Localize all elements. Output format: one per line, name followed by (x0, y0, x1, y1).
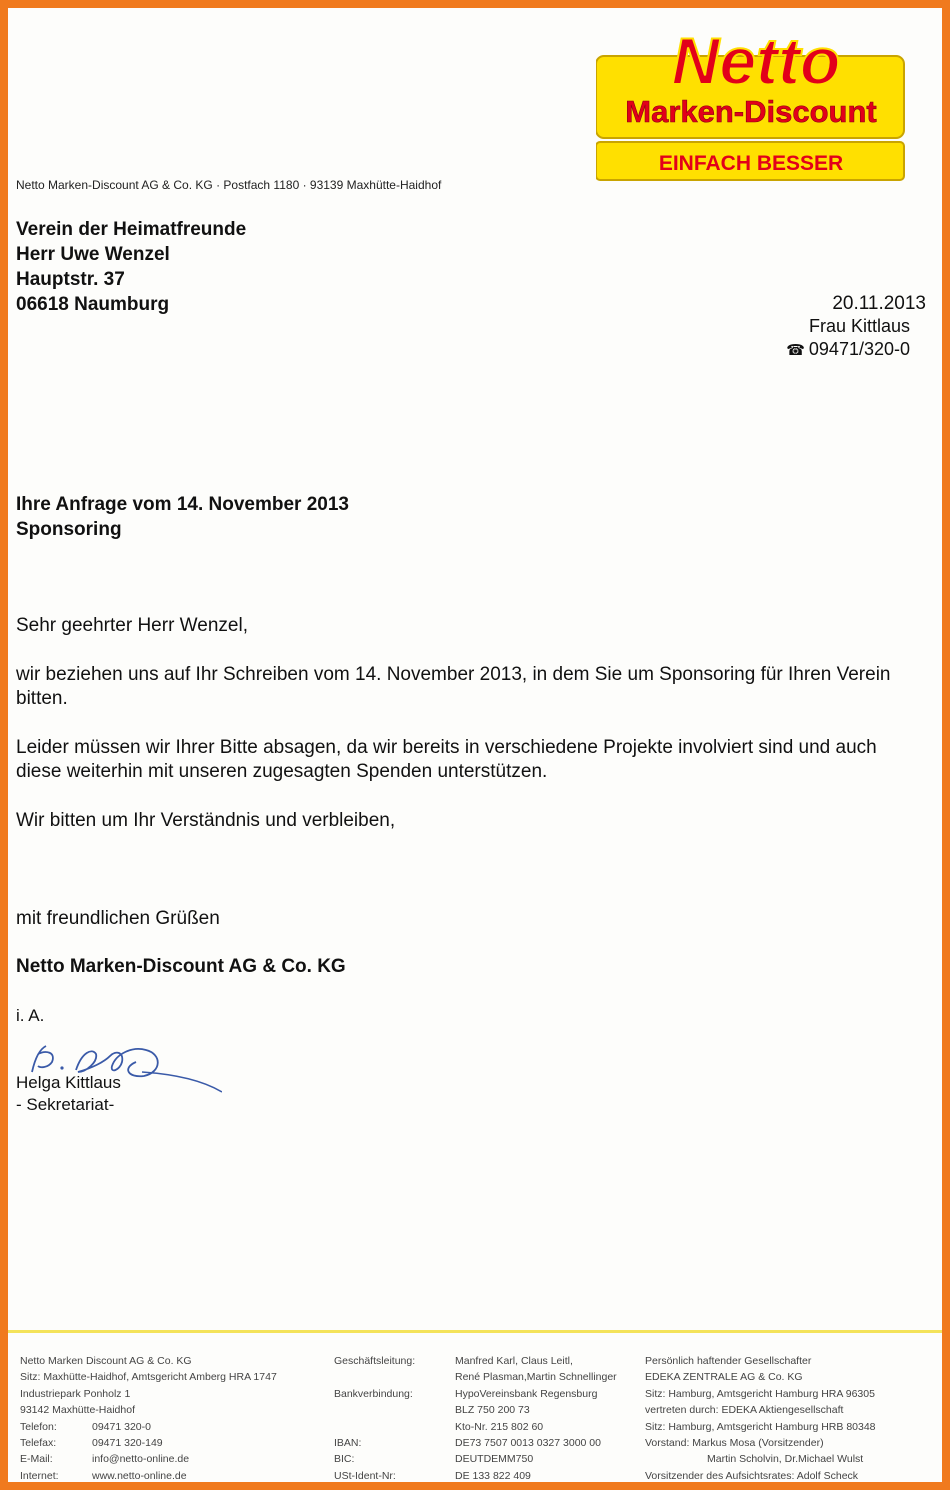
footer-text: Vorstand: Markus Mosa (Vorsitzender) (645, 1437, 824, 1450)
subject-line: Ihre Anfrage vom 14. November 2013 (16, 494, 349, 515)
footer-text: Persönlich haftender Gesellschafter (645, 1355, 812, 1367)
footer-value: HypoVereinsbank Regensburg (455, 1387, 598, 1400)
letter-date: 20.11.2013 (832, 293, 926, 314)
footer-email-row (20, 1451, 277, 1467)
footer-value: 09471 320-149 (92, 1437, 163, 1450)
footer-text: Sitz: Hamburg, Amtsgericht Hamburg HRA 96305 (645, 1387, 875, 1400)
footer-label: USt-Ident-Nr: (334, 1469, 396, 1482)
footer-label: IBAN: (334, 1436, 362, 1449)
footer-value: Kto-Nr. 215 802 60 (455, 1420, 544, 1433)
letter-meta (786, 292, 926, 362)
footer-text: Sitz: Hamburg, Amtsgericht Hamburg HRB 80348 (645, 1420, 876, 1433)
footer-label: BIC: (334, 1453, 355, 1466)
letter-body (16, 614, 916, 858)
footer-values-column (455, 1353, 617, 1484)
signer (16, 1072, 121, 1116)
sender-line: Netto Marken-Discount AG & Co. KG · Postfach 1180 · 93139 Maxhütte-Haidhof (16, 178, 442, 192)
recipient-line: 06618 Naumburg (16, 294, 170, 315)
on-behalf: i. A. (16, 1006, 45, 1025)
footer-label: Internet: (20, 1469, 59, 1482)
footer-text: EDEKA ZENTRALE AG & Co. KG (645, 1371, 803, 1384)
footer-value: 09471 320-0 (92, 1420, 151, 1433)
footer-text: Industriepark Ponholz 1 (20, 1387, 131, 1400)
footer-value: DE 133 822 409 (455, 1469, 531, 1482)
footer-value: Manfred Karl, Claus Leitl, (455, 1355, 573, 1367)
paragraph: wir beziehen uns auf Ihr Schreiben vom 14. November 2013, in dem Sie um Sponsoring für Ihren Verein bitten. (16, 664, 891, 709)
footer-text: Martin Scholvin, Dr.Michael Wulst (707, 1453, 864, 1466)
footer-label: Geschäftsleitung: (334, 1355, 416, 1367)
footer-value: DEUTDEMM750 (455, 1453, 534, 1466)
paragraph: Leider müssen wir Ihrer Bitte absagen, da wir bereits in verschiedene Projekte involviert sind und auch diese weiterhin mit unseren zugesagten Spenden unterstützen. (16, 737, 877, 782)
footer-text: Sitz: Maxhütte-Haidhof, Amtsgericht Amberg HRA 1747 (20, 1371, 277, 1384)
netto-logo (596, 18, 906, 183)
logo-brand: Netto (671, 24, 841, 98)
footer-value: www.netto-online.de (92, 1469, 187, 1482)
footer-value: BLZ 750 200 73 (455, 1404, 530, 1417)
footer-text: Netto Marken Discount AG & Co. KG (20, 1355, 192, 1367)
footer-label: Bankverbindung: (334, 1387, 413, 1400)
contact-phone-row (786, 338, 910, 362)
phone-icon: ☎ (786, 342, 805, 359)
footer-text: 93142 Maxhütte-Haidhof (20, 1404, 135, 1417)
footer-value: info@netto-online.de (92, 1453, 190, 1466)
recipient-line: Verein der Heimatfreunde (16, 219, 247, 240)
logo-subtitle: Marken-Discount (625, 94, 877, 129)
footer-divider (8, 1330, 942, 1333)
footer-fax-row (20, 1435, 277, 1451)
closing: mit freundlichen Grüßen (16, 908, 220, 929)
footer-text: vertreten durch: EDEKA Aktiengesellschaft (645, 1404, 844, 1417)
footer-label: E-Mail: (20, 1453, 53, 1466)
footer-company-column (20, 1353, 277, 1484)
footer-internet-row (20, 1468, 277, 1484)
subject (16, 492, 349, 542)
recipient-line: Hauptstr. 37 (16, 269, 125, 290)
salutation: Sehr geehrter Herr Wenzel, (16, 615, 248, 636)
footer-value: DE73 7507 0013 0327 3000 00 (455, 1437, 601, 1450)
letter-page (8, 8, 942, 1482)
paragraph: Wir bitten um Ihr Verständnis und verbleiben, (16, 810, 396, 831)
footer-value: René Plasman,Martin Schnellinger (455, 1371, 617, 1384)
footer-text: Vorsitzender des Aufsichtsrates: Adolf Scheck (645, 1469, 859, 1482)
contact-person: Frau Kittlaus (808, 316, 910, 336)
logo-tagline: EINFACH BESSER (658, 152, 844, 175)
signer-role: - Sekretariat- (16, 1095, 115, 1114)
subject-topic: Sponsoring (16, 519, 122, 540)
footer-labels-column (334, 1353, 415, 1484)
footer-label: Telefax: (20, 1437, 57, 1450)
recipient-line: Herr Uwe Wenzel (16, 244, 170, 265)
contact-phone: 09471/320-0 (808, 339, 910, 359)
company-name: Netto Marken-Discount AG & Co. KG (16, 956, 346, 977)
recipient-address (16, 217, 246, 317)
footer-phone-row (20, 1419, 277, 1435)
footer-label: Telefon: (20, 1420, 57, 1433)
signer-name: Helga Kittlaus (16, 1073, 121, 1092)
footer-legal-column (645, 1353, 876, 1484)
